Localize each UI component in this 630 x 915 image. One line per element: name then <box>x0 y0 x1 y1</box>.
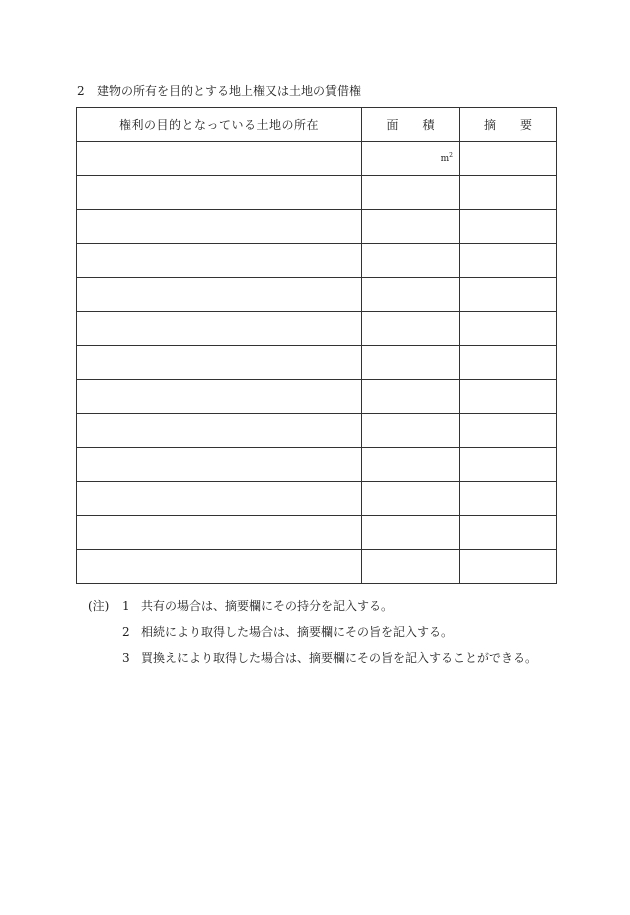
remarks-cell[interactable] <box>460 448 557 482</box>
land-rights-table <box>76 107 557 584</box>
table-row <box>77 550 557 584</box>
location-cell[interactable] <box>77 244 362 278</box>
area-cell[interactable] <box>362 346 460 380</box>
remarks-cell[interactable] <box>460 414 557 448</box>
location-cell[interactable] <box>77 278 362 312</box>
table-row <box>77 516 557 550</box>
note-text: 共有の場合は、摘要欄にその持分を記入する。 <box>141 599 394 613</box>
section-number: 2 <box>77 84 85 98</box>
header-remarks: 摘 要 <box>460 108 557 142</box>
location-cell[interactable] <box>77 346 362 380</box>
location-cell[interactable] <box>77 482 362 516</box>
table-row <box>77 244 557 278</box>
remarks-cell[interactable] <box>460 312 557 346</box>
table-row <box>77 414 557 448</box>
remarks-cell[interactable] <box>460 278 557 312</box>
remarks-cell[interactable] <box>460 516 557 550</box>
location-cell[interactable] <box>77 448 362 482</box>
table-row <box>77 142 557 176</box>
table-row <box>77 176 557 210</box>
section-heading <box>77 83 361 99</box>
area-cell[interactable] <box>362 380 460 414</box>
area-cell[interactable] <box>362 244 460 278</box>
area-cell[interactable] <box>362 482 460 516</box>
area-cell[interactable] <box>362 312 460 346</box>
location-cell[interactable] <box>77 176 362 210</box>
location-cell[interactable] <box>77 414 362 448</box>
table-row <box>77 482 557 516</box>
area-cell[interactable] <box>362 550 460 584</box>
note-text: 買換えにより取得した場合は、摘要欄にその旨を記入することができる。 <box>141 651 538 665</box>
area-cell[interactable] <box>362 516 460 550</box>
area-cell[interactable] <box>362 448 460 482</box>
note-text: 相続により取得した場合は、摘要欄にその旨を記入する。 <box>141 625 454 639</box>
location-cell[interactable] <box>77 550 362 584</box>
table-row <box>77 278 557 312</box>
notes-prefix: (注) <box>88 599 110 613</box>
table-row <box>77 312 557 346</box>
table-row <box>77 346 557 380</box>
area-cell[interactable] <box>362 142 460 176</box>
table-row <box>77 380 557 414</box>
section-title: 建物の所有を目的とする地上権又は土地の賃借権 <box>97 84 362 98</box>
remarks-cell[interactable] <box>460 482 557 516</box>
location-cell[interactable] <box>77 142 362 176</box>
header-location: 権利の目的となっている土地の所在 <box>77 108 362 142</box>
location-cell[interactable] <box>77 516 362 550</box>
note-number: 1 <box>122 599 130 613</box>
table-row <box>77 448 557 482</box>
square-meter-unit: $m^2$ <box>440 152 453 164</box>
location-cell[interactable] <box>77 210 362 244</box>
header-area: 面 積 <box>362 108 460 142</box>
location-cell[interactable] <box>77 312 362 346</box>
note-number: 2 <box>122 625 130 639</box>
note-number: 3 <box>122 651 130 665</box>
remarks-cell[interactable] <box>460 176 557 210</box>
area-cell[interactable] <box>362 176 460 210</box>
remarks-cell[interactable] <box>460 244 557 278</box>
remarks-cell[interactable] <box>460 210 557 244</box>
area-cell[interactable] <box>362 210 460 244</box>
table-header-row <box>77 108 557 142</box>
area-cell[interactable] <box>362 414 460 448</box>
remarks-cell[interactable] <box>460 380 557 414</box>
area-cell[interactable] <box>362 278 460 312</box>
remarks-cell[interactable] <box>460 550 557 584</box>
remarks-cell[interactable] <box>460 142 557 176</box>
remarks-cell[interactable] <box>460 346 557 380</box>
location-cell[interactable] <box>77 380 362 414</box>
table-row <box>77 210 557 244</box>
table-body <box>77 142 557 584</box>
